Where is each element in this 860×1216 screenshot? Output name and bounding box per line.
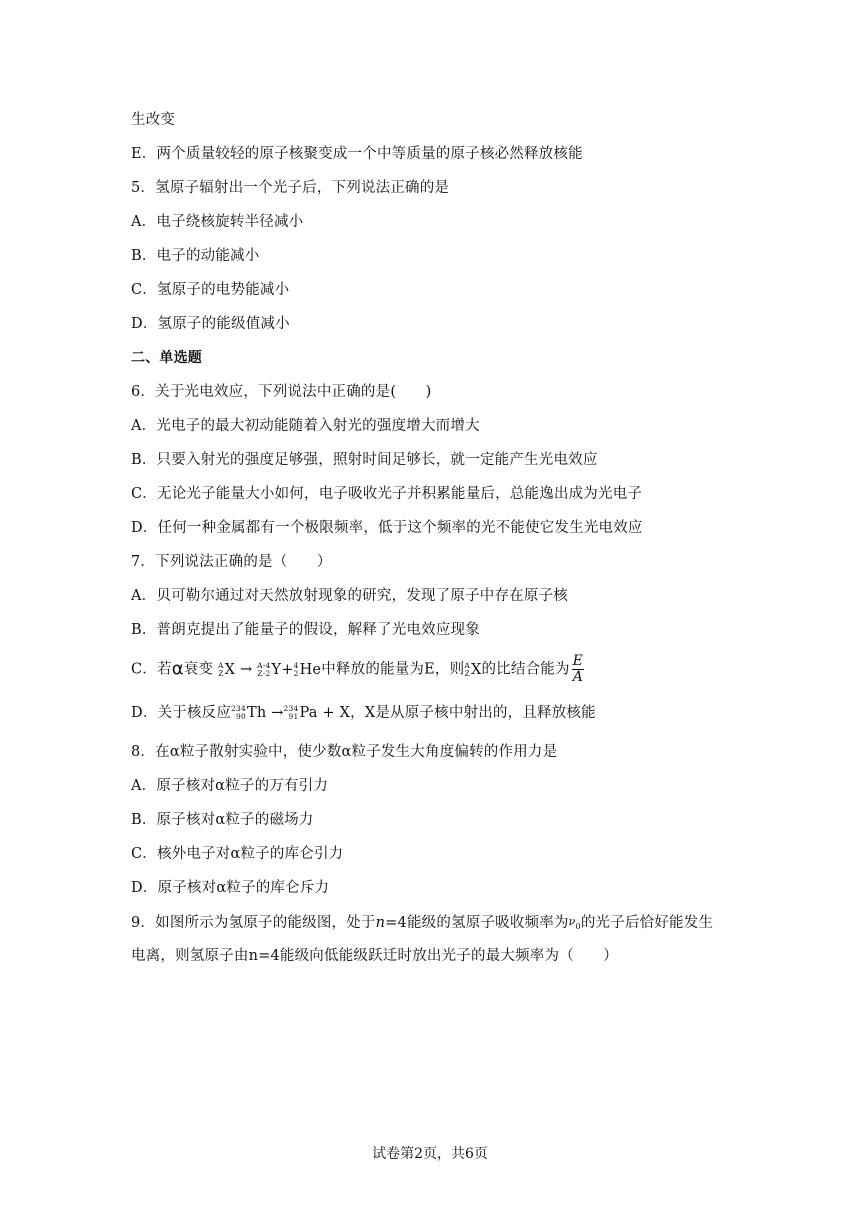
nuclide-x xyxy=(218,655,235,685)
q9-text-mid: =4能级的氢原子吸收频率为 xyxy=(385,915,569,931)
q6-option-b: B．只要入射光的强度足够强，照射时间足够长，就一定能产生光电效应 xyxy=(131,452,598,468)
question-9-line-2: 电离，则氢原子由n=4能级向低能级跃迁时放出光子的最大频率为（ ） xyxy=(131,948,619,964)
mass-number: A xyxy=(218,660,224,670)
element-symbol: He xyxy=(299,661,322,678)
element-symbol: X xyxy=(470,661,482,678)
q7c-decay-word: 衰变 xyxy=(183,661,214,678)
q7-option-a: A．贝可勒尔通过对天然放射现象的研究，发现了原子中存在原子核 xyxy=(131,588,568,604)
page-footer: 试卷第2页，共6页 xyxy=(372,1146,488,1162)
mass-number: 234 xyxy=(283,704,299,713)
question-5: 5．氢原子辐射出一个光子后，下列说法正确的是 xyxy=(131,180,450,196)
fraction-e-over-a xyxy=(572,654,584,685)
q5-option-c: C．氢原子的电势能减小 xyxy=(131,282,290,298)
q7-option-c xyxy=(131,654,584,685)
q8-option-c: C．核外电子对α粒子的库仑引力 xyxy=(131,846,344,862)
q7d-prefix: D．关于核反应 xyxy=(131,705,232,721)
atomic-number: 90 xyxy=(236,712,246,721)
atomic-number: Z-2 xyxy=(257,668,271,678)
fraction-numerator: E xyxy=(572,653,584,669)
q9-n-symbol: n xyxy=(375,915,386,931)
mass-number: A-4 xyxy=(257,660,271,670)
question-8: 8．在α粒子散射实验中，使少数α粒子发生大角度偏转的作用力是 xyxy=(131,744,558,760)
mass-number: 234 xyxy=(231,704,246,713)
nuclide-th xyxy=(231,702,266,724)
atomic-number: 91 xyxy=(288,712,299,721)
q7c-text-mid: 中释放的能量为E，则 xyxy=(321,661,465,678)
element-symbol: X xyxy=(224,661,236,678)
q7d-text-end: + X，X是从原子核中射出的，且释放核能 xyxy=(317,705,596,721)
mass-number: A xyxy=(464,660,470,670)
reaction-arrow: → xyxy=(271,705,284,721)
question-9 xyxy=(131,912,713,937)
reaction-arrow: → xyxy=(239,661,253,678)
element-symbol: Y+ xyxy=(271,661,294,678)
question-7: 7．下列说法正确的是（ ） xyxy=(131,554,332,570)
atomic-number: Z xyxy=(218,668,224,678)
nu-subscript: 0 xyxy=(575,922,581,931)
q8-option-d: D．原子核对α粒子的库仑斥力 xyxy=(131,880,330,896)
q6-option-a: A．光电子的最大初动能随着入射光的强度增大而增大 xyxy=(131,418,480,434)
option-e: E．两个质量较轻的原子核聚变成一个中等质量的原子核必然释放核能 xyxy=(131,146,583,162)
q9-text-end: 的光子后恰好能发生 xyxy=(580,915,714,931)
nuclide-x-2 xyxy=(464,655,481,685)
q8-option-b: B．原子核对α粒子的磁场力 xyxy=(131,812,314,828)
q6-option-d: D．任何一种金属都有一个极限频率，低于这个频率的光不能使它发生光电效应 xyxy=(131,520,643,536)
q5-option-d: D．氢原子的能级值减小 xyxy=(131,316,290,332)
q7-option-b: B．普朗克提出了能量子的假设，解释了光电效应现象 xyxy=(131,622,480,638)
q5-option-b: B．电子的动能减小 xyxy=(131,248,260,264)
mass-number: 4 xyxy=(293,660,299,670)
fraction-denominator: A xyxy=(572,669,584,685)
nuclide-pa xyxy=(284,702,318,724)
text-line-continuation: 生改变 xyxy=(131,112,176,128)
q8-option-a: A．原子核对α粒子的万有引力 xyxy=(131,778,329,794)
atomic-number: 2 xyxy=(293,668,299,678)
nuclide-y xyxy=(257,655,293,685)
q5-option-a: A．电子绕核旋转半径减小 xyxy=(131,214,304,230)
q7c-text-end: 的比结合能为 xyxy=(481,661,570,678)
element-symbol: Pa xyxy=(299,705,318,721)
atomic-number: Z xyxy=(464,668,470,678)
nuclide-he xyxy=(294,655,322,685)
alpha-symbol: α xyxy=(171,658,184,680)
q7-option-d xyxy=(131,702,596,724)
q9-text-start: 9．如图所示为氢原子的能级图，处于 xyxy=(131,915,376,931)
section-heading: 二、单选题 xyxy=(131,350,202,366)
question-6: 6．关于光电效应，下列说法中正确的是( ) xyxy=(131,384,432,400)
q6-option-c: C．无论光子能量大小如何，电子吸收光子并积累能量后，总能逸出成为光电子 xyxy=(131,486,643,502)
nu-symbol: ν xyxy=(568,915,576,928)
q7c-prefix: C．若 xyxy=(131,661,172,678)
element-symbol: Th xyxy=(246,705,267,721)
